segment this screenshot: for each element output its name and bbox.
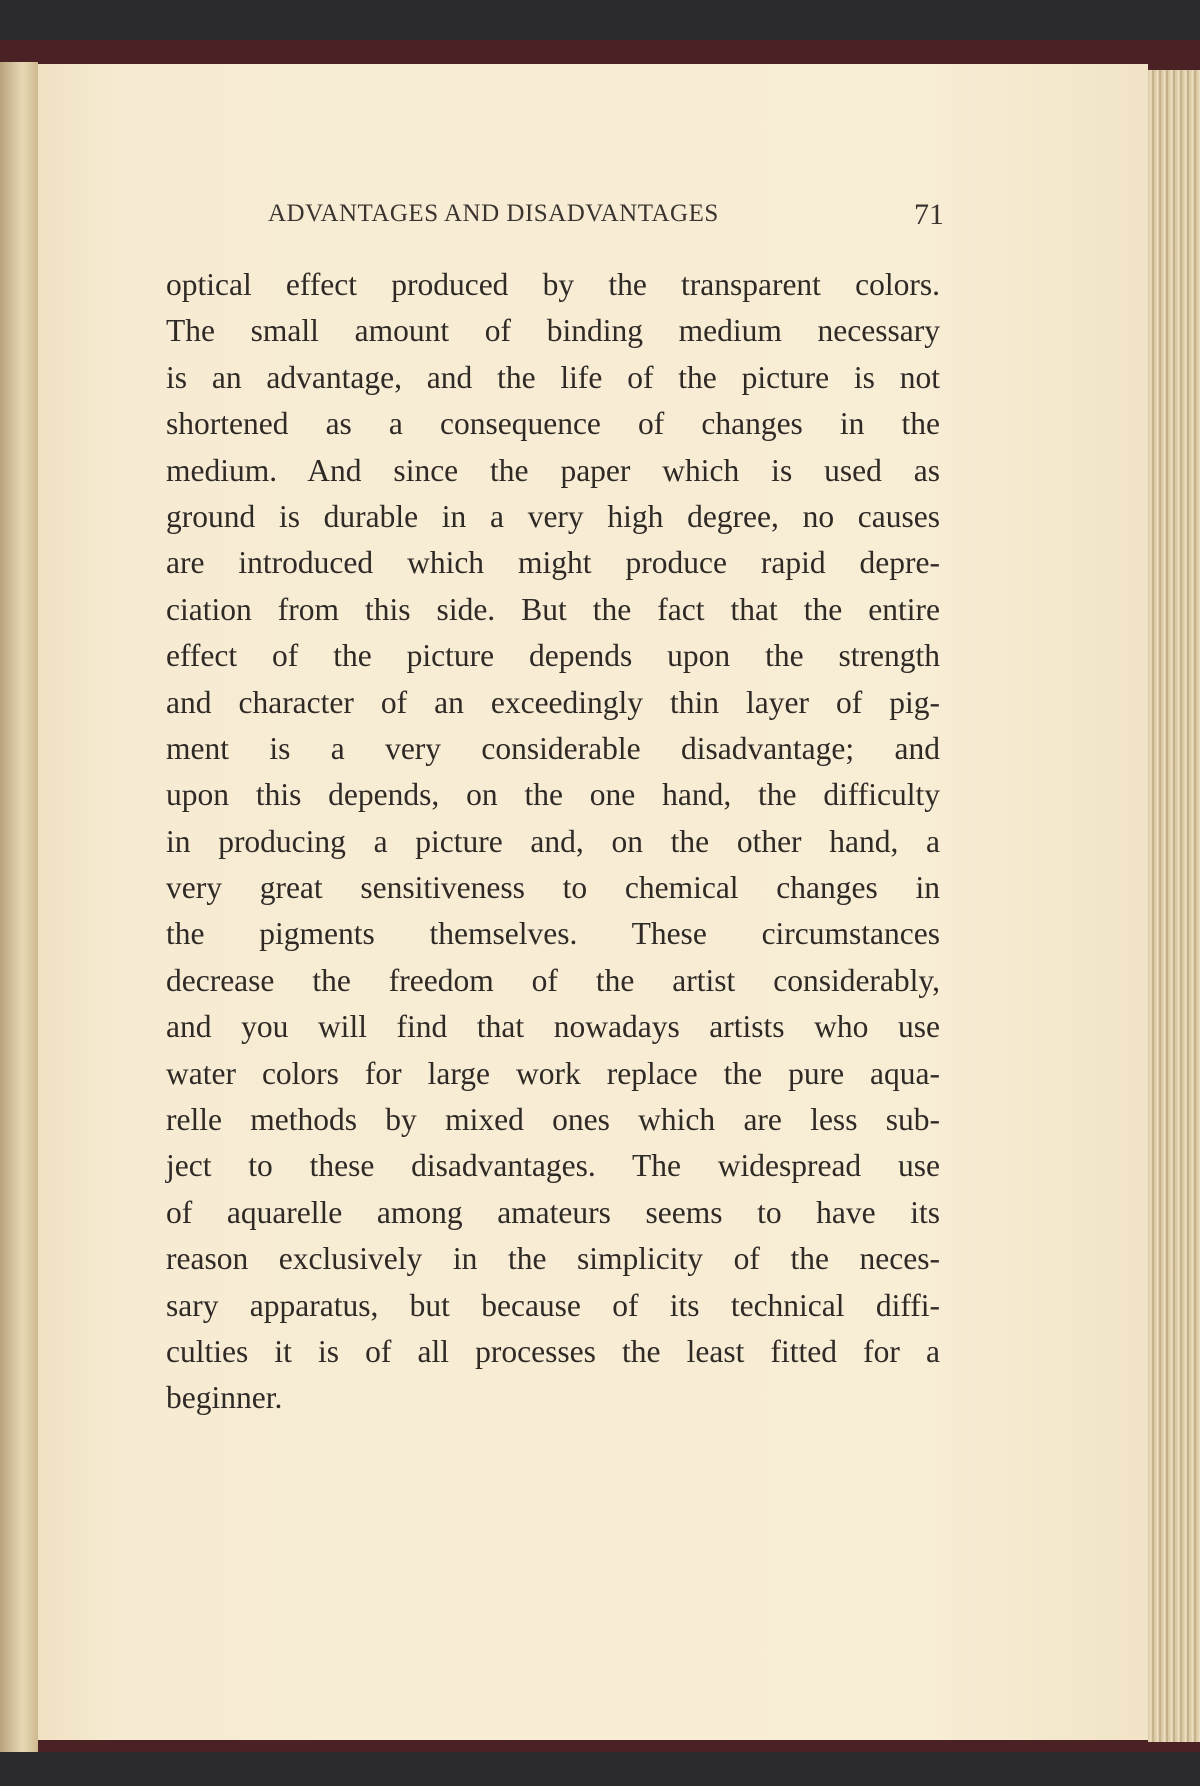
text-line: medium. And since the paper which is used as [166, 452, 940, 488]
text-line: The small amount of binding medium necessary [166, 313, 940, 349]
text-line: very great sensitiveness to chemical changes in [166, 870, 940, 906]
text-line: culties it is of all processes the least fitted for a [166, 1333, 940, 1369]
text-line: and you will find that nowadays artists who use [166, 1009, 940, 1045]
text-line: reason exclusively in the simplicity of the neces- [166, 1241, 940, 1277]
text-line: effect of the picture depends upon the strength [166, 638, 940, 674]
text-line: of aquarelle among amateurs seems to have its [166, 1194, 940, 1230]
text-line: sary apparatus, but because of its technical diffi- [166, 1287, 940, 1323]
running-title: ADVANTAGES AND DISADVANTAGES [268, 200, 719, 227]
page-header [268, 200, 944, 236]
text-line: shortened as a consequence of changes in the [166, 406, 940, 442]
page-edges [1148, 70, 1200, 1742]
page-number: 71 [914, 198, 944, 231]
text-line: is an advantage, and the life of the picture is not [166, 359, 940, 395]
text-line: ment is a very considerable disadvantage; and [166, 730, 940, 766]
text-line: are introduced which might produce rapid depre- [166, 545, 940, 581]
body-text [166, 262, 940, 1422]
text-line: and character of an exceedingly thin layer of pig- [166, 684, 940, 720]
text-line: ciation from this side. But the fact that the entire [166, 591, 940, 627]
text-line: beginner. [166, 1380, 283, 1416]
text-line: in producing a picture and, on the other hand, a [166, 823, 940, 859]
text-line: ground is durable in a very high degree, no causes [166, 498, 940, 534]
text-line: decrease the freedom of the artist considerably, [166, 962, 940, 998]
text-line: optical effect produced by the transparent colors. [166, 267, 940, 302]
text-line: water colors for large work replace the pure aqua- [166, 1055, 940, 1091]
text-line: upon this depends, on the one hand, the difficulty [166, 777, 940, 813]
text-line: relle methods by mixed ones which are less sub- [166, 1102, 940, 1138]
left-page-edge [0, 62, 38, 1752]
text-line: ject to these disadvantages. The widespread use [166, 1148, 940, 1184]
text-line: the pigments themselves. These circumstances [166, 916, 940, 952]
